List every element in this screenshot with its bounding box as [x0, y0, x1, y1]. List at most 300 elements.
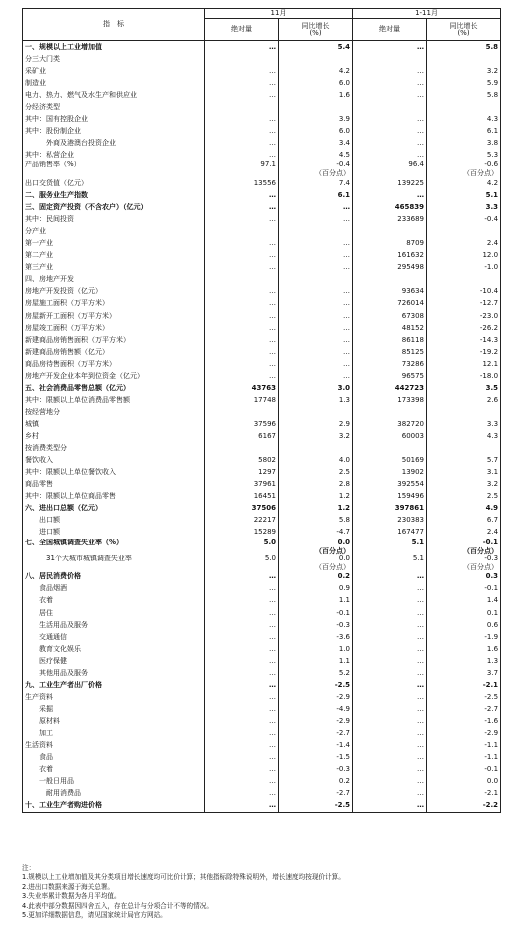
ytd-growth-cell — [427, 655, 501, 667]
ytd-growth-value: 4.3 — [486, 431, 499, 440]
month-growth-cell — [279, 430, 353, 442]
ytd-growth-value: 2.4 — [486, 528, 499, 537]
ytd-absolute-cell — [353, 691, 427, 703]
month-absolute-value: … — [269, 371, 276, 380]
month-growth-unit: （百分点） — [315, 546, 351, 555]
ytd-absolute-cell — [353, 101, 427, 113]
month-growth-cell — [279, 479, 353, 491]
month-absolute-cell — [205, 503, 279, 515]
ytd-absolute-value: … — [417, 765, 425, 774]
month-growth-cell — [279, 274, 353, 286]
table-row — [23, 515, 501, 527]
month-absolute-cell — [205, 479, 279, 491]
ytd-absolute-cell — [353, 715, 427, 727]
ytd-growth-value: 1.6 — [486, 644, 499, 653]
ytd-growth-cell — [427, 262, 501, 274]
ytd-growth-cell — [427, 571, 501, 583]
month-growth-value: 3.2 — [338, 431, 351, 440]
table-row — [23, 491, 501, 503]
month-absolute-value: … — [269, 323, 276, 332]
month-absolute-value: … — [269, 680, 276, 689]
ytd-absolute-value: 161632 — [397, 251, 425, 260]
ytd-absolute-cell — [353, 555, 427, 571]
ytd-absolute-value: 73286 — [401, 359, 425, 368]
month-absolute-value: 5.0 — [264, 554, 276, 562]
ytd-growth-value: -0.4 — [484, 215, 499, 224]
month-growth-cell — [279, 382, 353, 394]
month-absolute-cell — [205, 226, 279, 238]
month-absolute-value: … — [269, 203, 276, 212]
row-label: 房地产开发企业本年到位资金（亿元） — [23, 370, 205, 382]
ytd-absolute-cell — [353, 527, 427, 539]
row-label: 衣着 — [23, 764, 205, 776]
month-absolute-cell — [205, 161, 279, 177]
month-growth-value: -2.7 — [336, 789, 351, 798]
ytd-absolute-cell — [353, 149, 427, 161]
ytd-absolute-value: 173398 — [397, 395, 425, 404]
table-row — [23, 479, 501, 491]
month-growth-value: … — [343, 359, 351, 368]
row-label: 其中：限额以上单位消费品零售额 — [23, 394, 205, 406]
table-row — [23, 503, 501, 515]
table-row — [23, 274, 501, 286]
table-row — [23, 555, 501, 571]
month-growth-unit: （百分点） — [315, 562, 351, 571]
month-absolute-cell — [205, 455, 279, 467]
ytd-absolute-value: … — [417, 126, 425, 135]
month-growth-value: 0.2 — [338, 777, 351, 786]
month-absolute-cell — [205, 346, 279, 358]
ytd-absolute-cell — [353, 491, 427, 503]
month-absolute-value: 6167 — [258, 431, 276, 440]
month-growth-cell — [279, 53, 353, 65]
ytd-absolute-cell — [353, 89, 427, 101]
month-growth-cell — [279, 370, 353, 382]
ytd-absolute-cell — [353, 455, 427, 467]
month-yoy-header: 同比增长 (%) — [279, 19, 353, 41]
ytd-absolute-cell — [353, 595, 427, 607]
ytd-growth-value: -0.3 — [484, 554, 499, 562]
month-growth-cell — [279, 607, 353, 619]
ytd-absolute-value: 5.1 — [411, 538, 425, 546]
table-row — [23, 406, 501, 418]
month-absolute-cell — [205, 515, 279, 527]
ytd-growth-cell — [427, 394, 501, 406]
row-label: 耐用消费品 — [23, 788, 205, 800]
month-growth-cell — [279, 161, 353, 177]
ytd-absolute-value: … — [417, 753, 425, 762]
ytd-absolute-cell — [353, 190, 427, 202]
month-growth-value: -0.3 — [336, 620, 351, 629]
month-absolute-value: … — [269, 608, 276, 617]
month-growth-cell — [279, 619, 353, 631]
row-label: 房屋施工面积（万平方米） — [23, 298, 205, 310]
month-absolute-cell — [205, 800, 279, 813]
ytd-growth-cell — [427, 190, 501, 202]
ytd-absolute-value: 85125 — [401, 347, 425, 356]
ytd-growth-cell — [427, 467, 501, 479]
table-row — [23, 643, 501, 655]
month-growth-cell — [279, 443, 353, 455]
ytd-growth-value: 3.2 — [486, 480, 499, 489]
month-growth-cell — [279, 226, 353, 238]
month-absolute-cell — [205, 358, 279, 370]
ytd-growth-value: 5.8 — [486, 90, 499, 99]
month-growth-unit: （百分点） — [315, 169, 351, 178]
month-absolute-value: 37596 — [253, 419, 276, 428]
month-growth-value: -2.5 — [334, 680, 351, 689]
ytd-growth-value: -14.3 — [479, 335, 499, 344]
table-row — [23, 800, 501, 813]
ytd-absolute-value: 8709 — [406, 239, 425, 248]
row-label: 新建商品房销售面积（万平方米） — [23, 334, 205, 346]
table-row — [23, 137, 501, 149]
month-growth-cell — [279, 202, 353, 214]
row-label: 采矿业 — [23, 65, 205, 77]
ytd-absolute-cell — [353, 607, 427, 619]
ytd-absolute-cell — [353, 214, 427, 226]
month-growth-cell — [279, 491, 353, 503]
month-absolute-value: 5802 — [258, 456, 276, 465]
table-row — [23, 238, 501, 250]
month-growth-value: -4.9 — [336, 704, 351, 713]
month-absolute-value: … — [269, 126, 276, 135]
table-body — [23, 41, 501, 813]
month-growth-cell — [279, 643, 353, 655]
month-absolute-value: … — [269, 335, 276, 344]
month-growth-cell — [279, 77, 353, 89]
ytd-growth-value: -0.1 — [482, 538, 499, 546]
ytd-growth-value: -1.0 — [484, 263, 499, 272]
month-absolute-cell — [205, 89, 279, 101]
month-absolute-value: … — [269, 347, 276, 356]
table-row — [23, 250, 501, 262]
month-absolute-value: … — [269, 90, 276, 99]
ytd-growth-cell — [427, 370, 501, 382]
ytd-growth-cell — [427, 101, 501, 113]
month-absolute-value: 43763 — [251, 383, 276, 392]
table-row — [23, 788, 501, 800]
ytd-growth-value: -2.1 — [482, 680, 499, 689]
table-row — [23, 190, 501, 202]
ytd-growth-cell — [427, 643, 501, 655]
ytd-growth-cell — [427, 715, 501, 727]
month-growth-cell — [279, 322, 353, 334]
ytd-absolute-value: 67308 — [401, 311, 425, 320]
month-growth-value: 2.9 — [338, 419, 351, 428]
month-absolute-value: … — [269, 359, 276, 368]
month-growth-cell — [279, 41, 353, 54]
ytd-absolute-value: … — [417, 801, 425, 810]
month-growth-cell — [279, 752, 353, 764]
month-growth-value: 2.5 — [338, 468, 351, 477]
row-label: 31个大城市城镇调查失业率 — [23, 555, 205, 571]
ytd-absolute-value: … — [417, 66, 425, 75]
month-growth-cell — [279, 262, 353, 274]
ytd-absolute-value: 397861 — [394, 504, 425, 513]
row-label: 按经营地分 — [23, 406, 205, 418]
month-absolute-value: 13556 — [253, 178, 276, 187]
ytd-growth-value: 12.0 — [482, 251, 499, 260]
ytd-growth-value: 5.7 — [486, 456, 499, 465]
table-row — [23, 467, 501, 479]
ytd-growth-cell — [427, 595, 501, 607]
ytd-growth-cell — [427, 161, 501, 177]
ytd-growth-unit: （百分点） — [463, 546, 499, 555]
row-label: 制造业 — [23, 77, 205, 89]
month-absolute-value: … — [269, 78, 276, 87]
ytd-absolute-value: … — [417, 668, 425, 677]
month-absolute-cell — [205, 595, 279, 607]
ytd-absolute-value: … — [417, 191, 425, 200]
table-row — [23, 619, 501, 631]
ytd-growth-value: 0.6 — [486, 620, 499, 629]
table-row — [23, 358, 501, 370]
month-absolute-cell — [205, 262, 279, 274]
month-absolute-cell — [205, 527, 279, 539]
table-row — [23, 346, 501, 358]
row-label: 其中：国有控股企业 — [23, 113, 205, 125]
month-absolute-value: 15289 — [253, 528, 276, 537]
ytd-absolute-cell — [353, 727, 427, 739]
table-row — [23, 667, 501, 679]
statistics-table — [22, 8, 501, 813]
row-label: 房屋新开工面积（万平方米） — [23, 310, 205, 322]
month-growth-cell — [279, 655, 353, 667]
row-label: 生产资料 — [23, 691, 205, 703]
month-absolute-value: … — [269, 66, 276, 75]
ytd-absolute-cell — [353, 655, 427, 667]
ytd-growth-value: -19.2 — [479, 347, 499, 356]
table-row — [23, 41, 501, 54]
row-label: 第二产业 — [23, 250, 205, 262]
ytd-absolute-cell — [353, 113, 427, 125]
ytd-absolute-cell — [353, 430, 427, 442]
ytd-growth-cell — [427, 443, 501, 455]
ytd-growth-cell — [427, 727, 501, 739]
table-row — [23, 161, 501, 177]
month-growth-cell — [279, 679, 353, 691]
ytd-growth-cell — [427, 202, 501, 214]
row-label: 四、房地产开发 — [23, 274, 205, 286]
month-growth-value: … — [343, 323, 351, 332]
month-growth-value: 3.0 — [337, 383, 351, 392]
ytd-absolute-value: 13902 — [401, 468, 425, 477]
month-absolute-value: … — [269, 668, 276, 677]
table-row — [23, 53, 501, 65]
ytd-growth-value: 0.3 — [485, 572, 499, 581]
month-growth-cell — [279, 358, 353, 370]
ytd-absolute-cell — [353, 443, 427, 455]
row-label: 原材料 — [23, 715, 205, 727]
row-label: 新建商品房销售额（亿元） — [23, 346, 205, 358]
row-label: 食品烟酒 — [23, 583, 205, 595]
month-growth-value: 1.2 — [338, 492, 351, 501]
ytd-growth-cell — [427, 679, 501, 691]
month-absolute-cell — [205, 334, 279, 346]
indicator-header: 指 标 — [23, 9, 205, 41]
ytd-growth-cell — [427, 430, 501, 442]
ytd-growth-value: -18.0 — [479, 371, 499, 380]
ytd-absolute-value: … — [417, 632, 425, 641]
ytd-absolute-value: … — [417, 42, 425, 51]
month-absolute-cell — [205, 149, 279, 161]
month-absolute-value: … — [269, 801, 276, 810]
ytd-absolute-cell — [353, 631, 427, 643]
month-growth-value: -1.5 — [336, 753, 351, 762]
month-growth-value: 5.4 — [337, 42, 351, 51]
month-growth-value: 7.4 — [338, 178, 351, 187]
ytd-growth-value: -1.6 — [484, 716, 499, 725]
ytd-absolute-value: … — [417, 729, 425, 737]
month-growth-value: 1.2 — [337, 504, 351, 513]
ytd-growth-cell — [427, 555, 501, 571]
month-absolute-cell — [205, 727, 279, 739]
month-absolute-cell — [205, 177, 279, 189]
ytd-growth-value: -0.1 — [484, 584, 499, 593]
month-growth-value: … — [343, 287, 351, 296]
row-label: 外商及港澳台投资企业 — [23, 137, 205, 149]
ytd-absolute-value: … — [417, 692, 425, 701]
month-growth-value: -3.6 — [336, 632, 351, 641]
table-row — [23, 310, 501, 322]
ytd-growth-cell — [427, 177, 501, 189]
row-label: 进口额 — [23, 527, 205, 539]
month-growth-cell — [279, 555, 353, 571]
ytd-growth-value: -10.4 — [479, 287, 499, 296]
table-row — [23, 443, 501, 455]
ytd-growth-value: -1.1 — [484, 753, 499, 762]
row-label: 按消费类型分 — [23, 443, 205, 455]
table-row — [23, 394, 501, 406]
month-absolute-cell — [205, 238, 279, 250]
note-4: 4.此表中部分数据因四舍五入，存在总计与分项合计不等的情况。 — [22, 901, 213, 910]
month-absolute-value: … — [269, 287, 276, 296]
header-row-1 — [23, 9, 501, 19]
ytd-absolute-cell — [353, 161, 427, 177]
row-label: 其中：民间投资 — [23, 214, 205, 226]
month-growth-value: 5.2 — [338, 668, 351, 677]
month-growth-value: -2.7 — [336, 729, 351, 737]
row-label: 九、工业生产者出厂价格 — [23, 679, 205, 691]
month-absolute-cell — [205, 101, 279, 113]
row-label: 生活资料 — [23, 740, 205, 752]
ytd-absolute-cell — [353, 298, 427, 310]
month-growth-cell — [279, 149, 353, 161]
table-row — [23, 286, 501, 298]
table-row — [23, 65, 501, 77]
row-label: 房地产开发投资（亿元） — [23, 286, 205, 298]
ytd-growth-value: -0.6 — [484, 161, 499, 169]
ytd-growth-cell — [427, 41, 501, 54]
ytd-absolute-cell — [353, 41, 427, 54]
month-growth-cell — [279, 334, 353, 346]
month-growth-cell — [279, 467, 353, 479]
month-absolute-cell — [205, 214, 279, 226]
month-absolute-value: … — [269, 741, 276, 750]
table-row — [23, 764, 501, 776]
row-label: 教育文化娱乐 — [23, 643, 205, 655]
row-label: 其中：股份制企业 — [23, 125, 205, 137]
ytd-absolute-cell — [353, 740, 427, 752]
month-growth-cell — [279, 631, 353, 643]
ytd-absolute-value: … — [417, 150, 425, 159]
month-growth-value: 1.1 — [338, 656, 351, 665]
ytd-growth-cell — [427, 113, 501, 125]
row-label: 房屋竣工面积（万平方米） — [23, 322, 205, 334]
table-row — [23, 539, 501, 555]
ytd-absolute-value: 159496 — [397, 492, 425, 501]
ytd-absolute-cell — [353, 467, 427, 479]
table-row — [23, 727, 501, 739]
month-growth-value: 2.8 — [338, 480, 351, 489]
month-growth-value: -2.9 — [336, 692, 351, 701]
month-absolute-value: … — [269, 789, 276, 798]
ytd-absolute-cell — [353, 274, 427, 286]
month-growth-value: 6.1 — [337, 191, 351, 200]
row-label: 出口额 — [23, 515, 205, 527]
ytd-absolute-value: 382720 — [397, 419, 425, 428]
month-growth-cell — [279, 776, 353, 788]
row-label: 第三产业 — [23, 262, 205, 274]
ytd-growth-cell — [427, 358, 501, 370]
ytd-abs-header: 绝对量 — [353, 19, 427, 41]
month-growth-value: … — [343, 299, 351, 308]
month-absolute-value: … — [269, 42, 276, 51]
month-growth-cell — [279, 539, 353, 555]
ytd-growth-value: -12.7 — [479, 299, 499, 308]
ytd-growth-cell — [427, 703, 501, 715]
month-growth-cell — [279, 527, 353, 539]
ytd-absolute-value: 5.1 — [412, 554, 425, 562]
month-growth-cell — [279, 515, 353, 527]
ytd-absolute-cell — [353, 262, 427, 274]
ytd-growth-cell — [427, 286, 501, 298]
month-absolute-cell — [205, 41, 279, 54]
ytd-growth-value: 3.1 — [486, 468, 499, 477]
ytd-absolute-cell — [353, 65, 427, 77]
month-growth-cell — [279, 394, 353, 406]
ytd-growth-value: 3.3 — [485, 203, 499, 212]
month-growth-value: 6.0 — [338, 78, 351, 87]
month-growth-cell — [279, 667, 353, 679]
table-row — [23, 89, 501, 101]
month-absolute-cell — [205, 113, 279, 125]
month-growth-value: 4.0 — [338, 456, 351, 465]
ytd-header: 1-11月 — [353, 9, 501, 19]
ytd-growth-cell — [427, 752, 501, 764]
table-row — [23, 370, 501, 382]
month-growth-cell — [279, 137, 353, 149]
table-row — [23, 595, 501, 607]
ytd-absolute-cell — [353, 334, 427, 346]
month-absolute-value: … — [269, 765, 276, 774]
ytd-growth-cell — [427, 346, 501, 358]
ytd-absolute-cell — [353, 679, 427, 691]
month-growth-cell — [279, 101, 353, 113]
month-growth-value: -2.9 — [336, 716, 351, 725]
month-absolute-value: … — [269, 150, 276, 159]
month-absolute-cell — [205, 370, 279, 382]
month-absolute-cell — [205, 310, 279, 322]
ytd-growth-value: 2.4 — [486, 239, 499, 248]
month-growth-value: 4.2 — [338, 66, 351, 75]
month-growth-value: … — [343, 347, 351, 356]
ytd-absolute-cell — [353, 406, 427, 418]
month-absolute-value: … — [269, 692, 276, 701]
ytd-absolute-value: … — [417, 584, 425, 593]
month-absolute-value: 5.0 — [263, 538, 276, 546]
